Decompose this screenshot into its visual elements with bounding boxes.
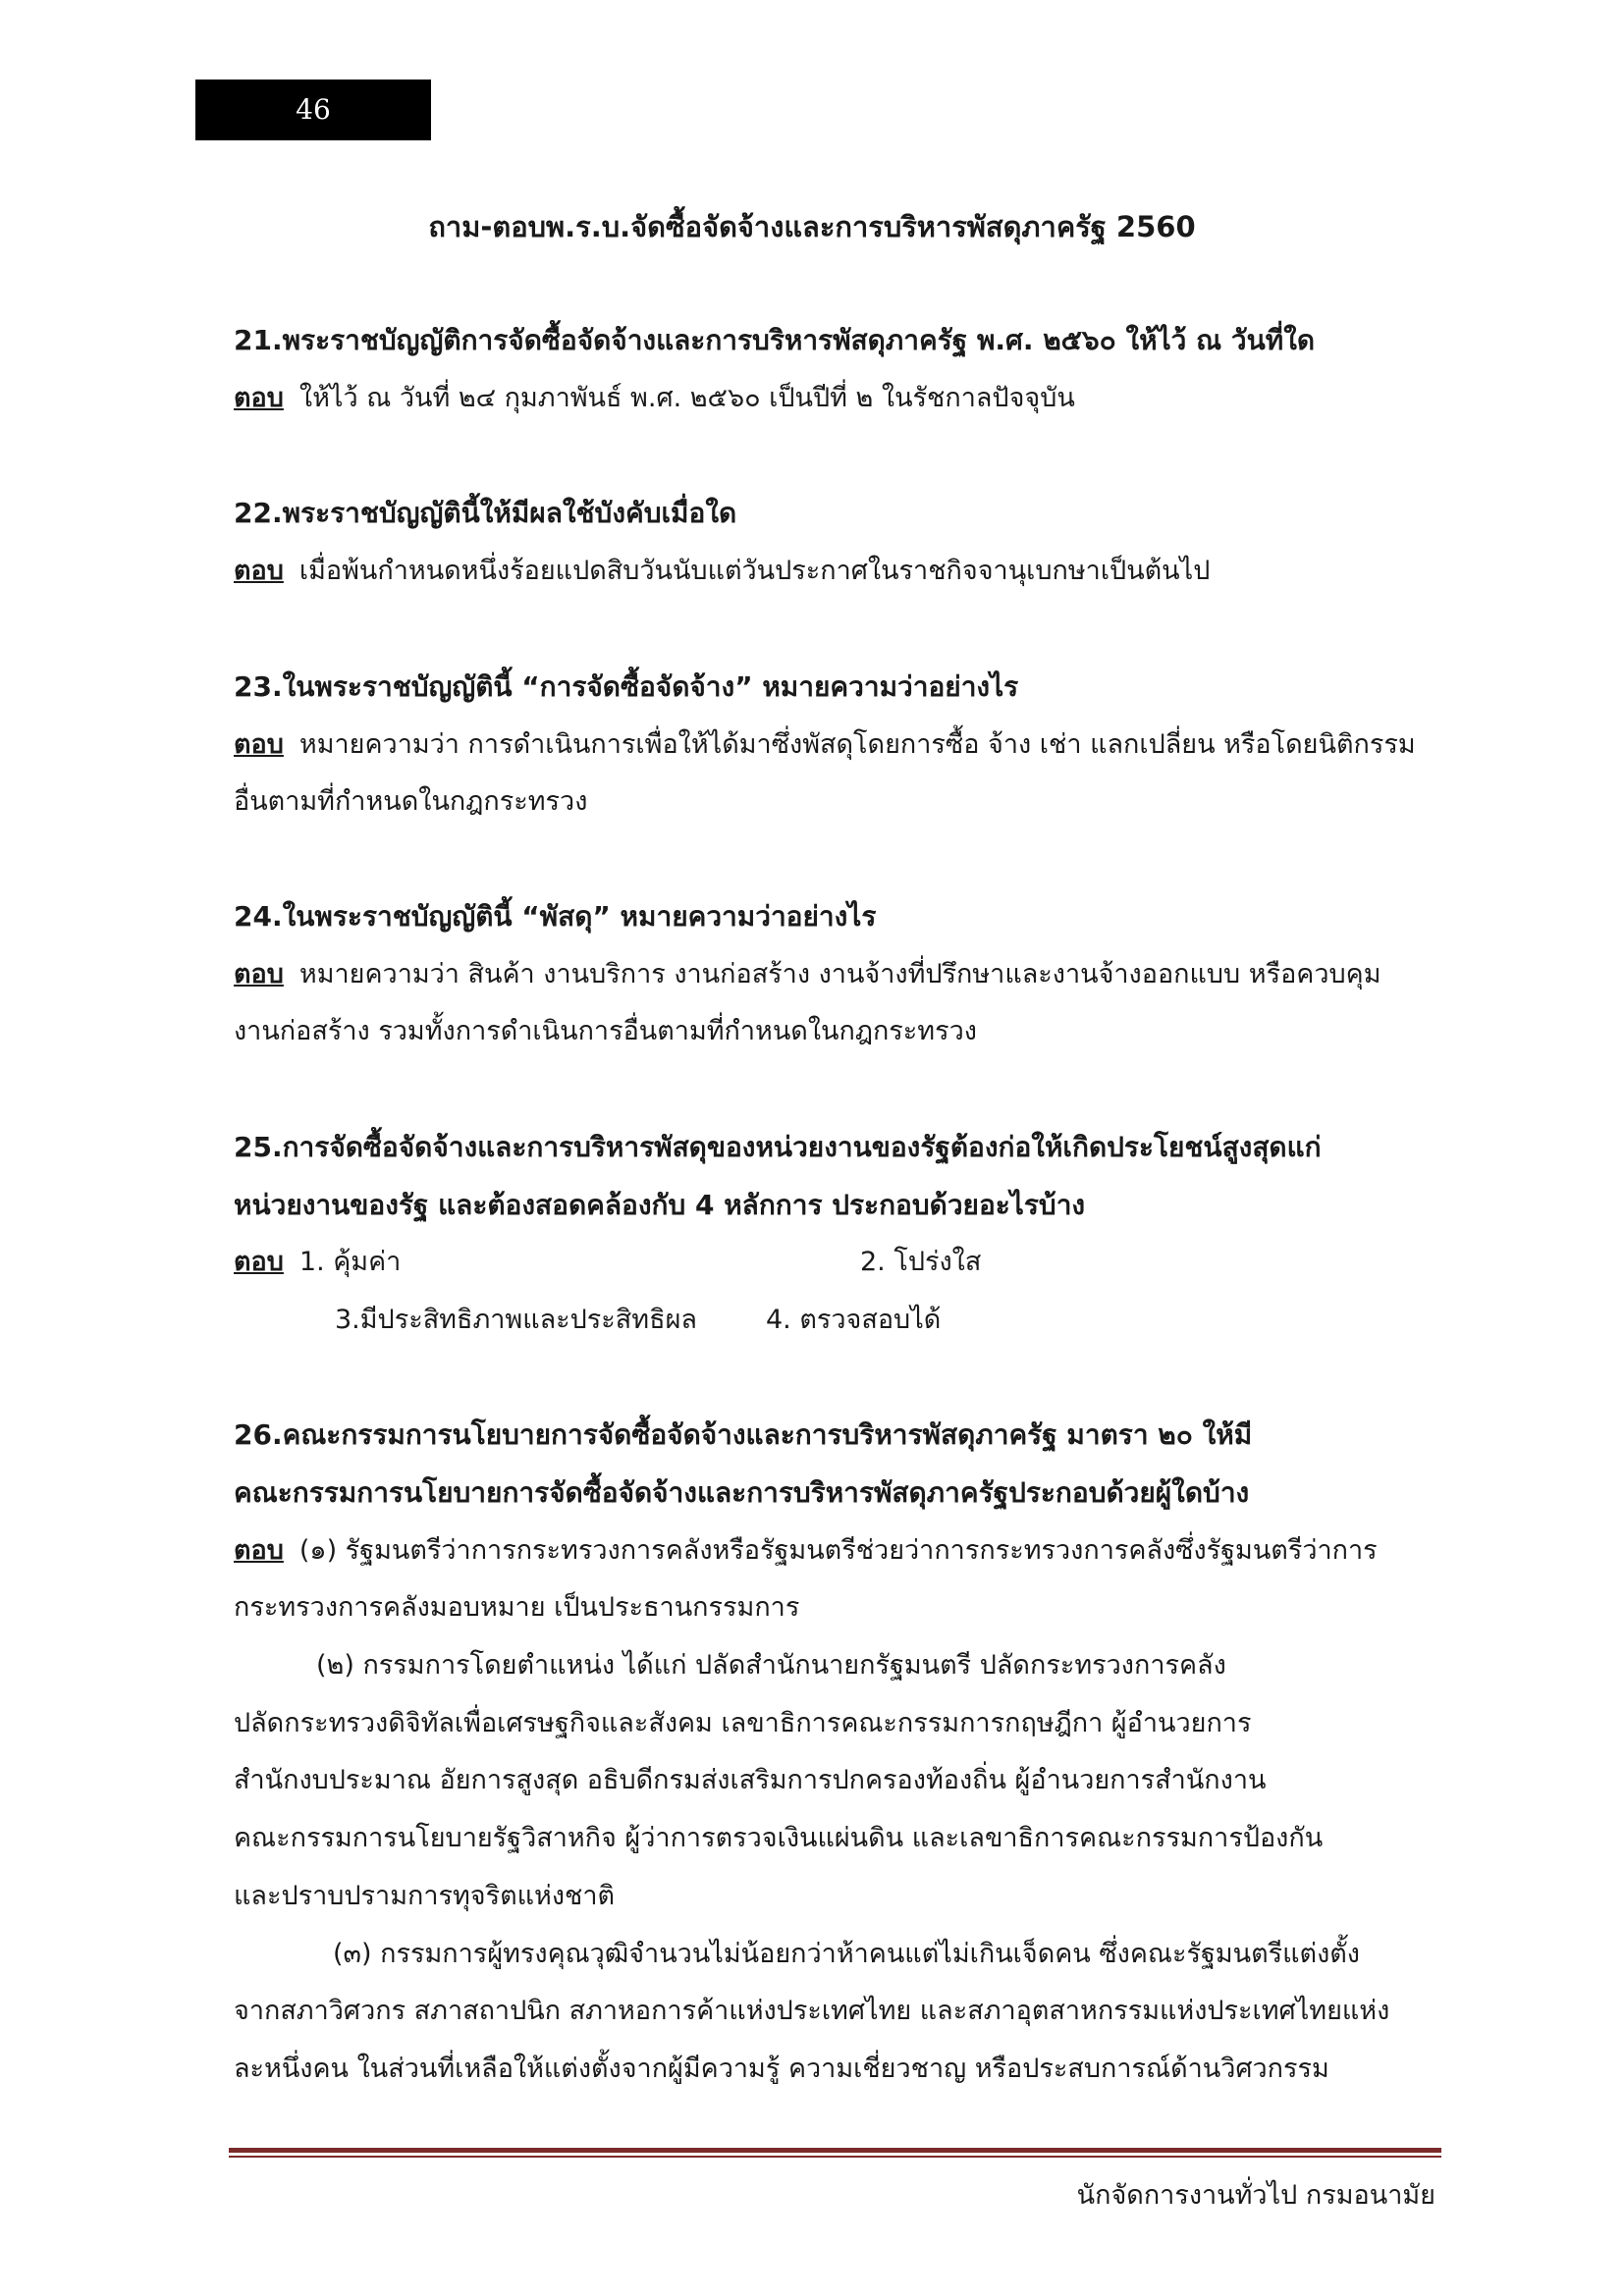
answer-26-item-1: (๑) รัฐมนตรีว่าการกระทรวงการคลังหรือรัฐมนตรีช่วยว่าการกระทรวงการคลังซึ่งรัฐมนตรีว่าการ [298, 1535, 1378, 1566]
answer-label: ตอบ [234, 729, 284, 760]
answer-23 [234, 721, 1416, 770]
question-24: 24.ในพระราชบัญญัตินี้ “พัสดุ” หมายความว่าอย่างไร [234, 900, 877, 933]
question-25: 25.การจัดซื้อจัดจ้างและการบริหารพัสดุของหน่วยงานของรัฐต้องก่อให้เกิดประโยชน์สูงสุดแก่ [234, 1131, 1322, 1163]
question-23: 23.ในพระราชบัญญัตินี้ “การจัดซื้อจัดจ้าง” หมายความว่าอย่างไร [234, 670, 1019, 703]
question-26-continued: คณะกรรมการนโยบายการจัดซื้อจัดจ้างและการบริหารพัสดุภาครัฐประกอบด้วยผู้ใดบ้าง [234, 1476, 1250, 1509]
answer-21-text: ให้ไว้ ณ วันที่ ๒๔ กุมภาพันธ์ พ.ศ. ๒๕๖๐ เป็นปีที่ ๒ ในรัชกาลปัจจุบัน [298, 383, 1075, 413]
answer-23-continued: อื่นตามที่กำหนดในกฎกระทรวง [234, 786, 588, 817]
question-25-continued: หน่วยงานของรัฐ และต้องสอดคล้องกับ 4 หลักการ ประกอบด้วยอะไรบ้าง [234, 1189, 1086, 1221]
answer-26-item-2-line-5: และปราบปรามการทุจริตแห่งชาติ [234, 1881, 616, 1911]
answer-label: ตอบ [234, 1535, 284, 1566]
answer-24-continued: งานก่อสร้าง รวมทั้งการดำเนินการอื่นตามที่กำหนดในกฎกระทรวง [234, 1016, 977, 1046]
answer-label: ตอบ [234, 556, 284, 586]
answer-24-text: หมายความว่า สินค้า งานบริการ งานก่อสร้าง งานจ้างที่ปรึกษาและงานจ้างออกแบบ หรือควบคุม [298, 959, 1381, 989]
principle-item-3: 3.มีประสิทธิภาพและประสิทธิผล [335, 1305, 697, 1335]
question-22: 22.พระราชบัญญัตินี้ให้มีผลใช้บังคับเมื่อใด [234, 497, 737, 529]
answer-26-item-2-line-4: คณะกรรมการนโยบายรัฐวิสาหกิจ ผู้ว่าการตรวจเงินแผ่นดิน และเลขาธิการคณะกรรมการป้องกัน [234, 1823, 1324, 1853]
answer-22-text: เมื่อพ้นกำหนดหนึ่งร้อยแปดสิบวันนับแต่วันประกาศในราชกิจจานุเบกษาเป็นต้นไป [298, 556, 1211, 586]
answer-26-item-3: (๓) กรรมการผู้ทรงคุณวุฒิจำนวนไม่น้อยกว่าห้าคนแต่ไม่เกินเจ็ดคน ซึ่งคณะรัฐมนตรีแต่งตั้ง [333, 1939, 1360, 1969]
answer-26-item-2: (๒) กรรมการโดยตำแหน่ง ได้แก่ ปลัดสำนักนายกรัฐมนตรี ปลัดกระทรวงการคลัง [316, 1650, 1226, 1681]
principle-item-4: 4. ตรวจสอบได้ [766, 1305, 942, 1335]
question-21: 21.พระราชบัญญัติการจัดซื้อจัดจ้างและการบริหารพัสดุภาครัฐ พ.ศ. ๒๕๖๐ ให้ไว้ ณ วันที่ใด [234, 324, 1316, 356]
question-26: 26.คณะกรรมการนโยบายการจัดซื้อจัดจ้างและการบริหารพัสดุภาครัฐ มาตรา ๒๐ ให้มี [234, 1418, 1253, 1451]
footer-text: นักจัดการงานทั่วไป กรมอนามัย [1076, 2180, 1435, 2211]
footer-divider [229, 2148, 1441, 2153]
answer-label: ตอบ [234, 1247, 284, 1277]
answer-24 [234, 950, 1381, 999]
answer-26-item-2-line-3: สำนักงบประมาณ อัยการสูงสุด อธิบดีกรมส่งเสริมการปกครองท้องถิ่น ผู้อำนวยการสำนักงาน [234, 1765, 1267, 1795]
answer-22 [234, 547, 1210, 596]
answer-26 [234, 1526, 1378, 1575]
document-title: ถาม-ตอบพ.ร.บ.จัดซื้อจัดจ้างและการบริหารพัสดุภาครัฐ 2560 [428, 210, 1196, 243]
principle-item-1: 1. คุ้มค่า [298, 1247, 402, 1277]
answer-label: ตอบ [234, 959, 284, 989]
principle-item-2: 2. โปร่งใส [860, 1247, 982, 1277]
answer-25 [234, 1238, 401, 1287]
answer-26-item-1-continued: กระทรวงการคลังมอบหมาย เป็นประธานกรรมการ [234, 1592, 800, 1623]
answer-23-text: หมายความว่า การดำเนินการเพื่อให้ได้มาซึ่งพัสดุโดยการซื้อ จ้าง เช่า แลกเปลี่ยน หรือโดยนิติกรรม [298, 729, 1416, 760]
answer-26-item-3-line-2: จากสภาวิศวกร สภาสถาปนิก สภาหอการค้าแห่งประเทศไทย และสภาอุตสาหกรรมแห่งประเทศไทยแห่ง [234, 1996, 1390, 2026]
answer-26-item-2-line-2: ปลัดกระทรวงดิจิทัลเพื่อเศรษฐกิจและสังคม เลขาธิการคณะกรรมการกฤษฎีกา ผู้อำนวยการ [234, 1708, 1252, 1738]
footer-divider-thin [229, 2156, 1441, 2158]
answer-label: ตอบ [234, 383, 284, 413]
answer-21 [234, 374, 1075, 423]
page-number-badge: 46 [195, 80, 431, 140]
answer-26-item-3-line-3: ละหนึ่งคน ในส่วนที่เหลือให้แต่งตั้งจากผู้มีความรู้ ความเชี่ยวชาญ หรือประสบการณ์ด้านวิศวกรรม [234, 2054, 1329, 2084]
